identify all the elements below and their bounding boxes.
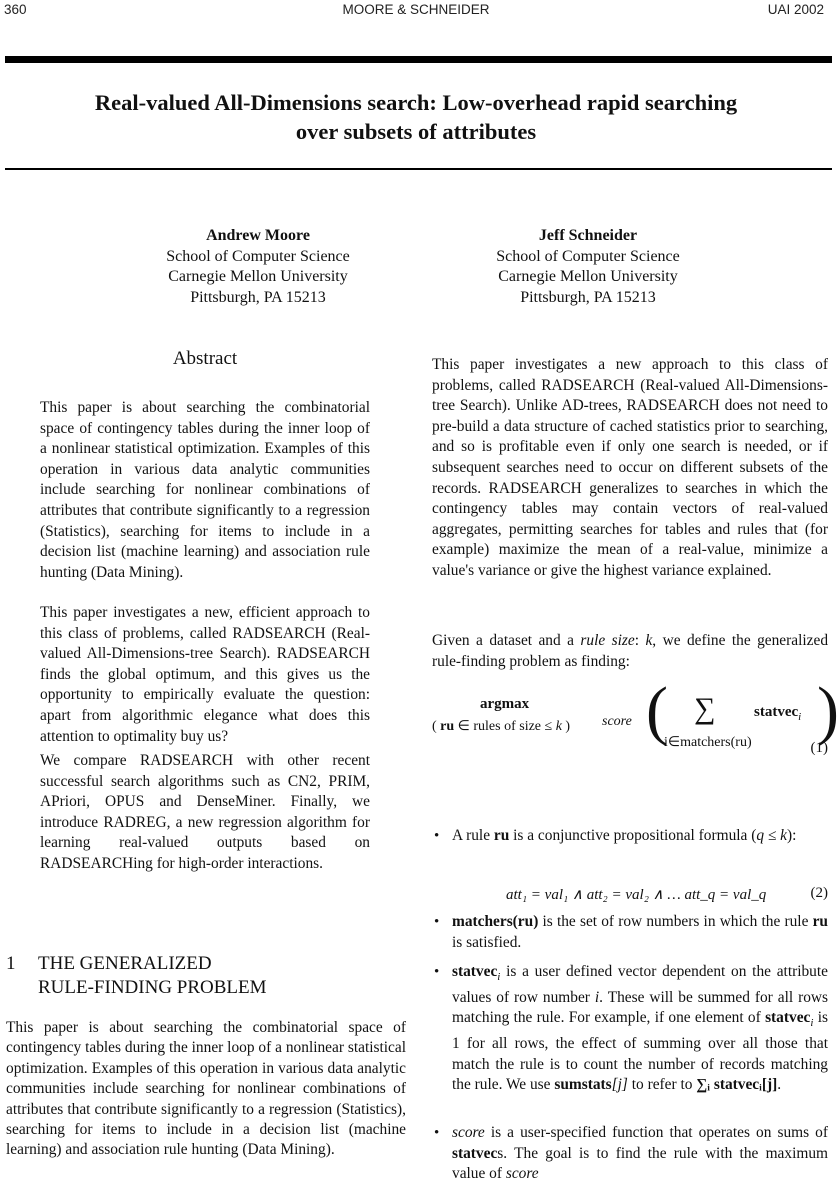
sumstats-term: sumstats	[554, 1076, 612, 1094]
k-variable: k	[555, 719, 562, 734]
title-line-1: Real-valued All-Dimensions search: Low-overhead rapid searching	[94, 90, 738, 115]
text-run: :	[634, 632, 646, 649]
text-run: is the set of row numbers in which the rule	[538, 913, 813, 930]
title-line-2: over subsets of attributes	[295, 119, 537, 144]
text-run: , we define the generalized rule-finding problem as finding:	[432, 632, 829, 670]
title-top-rule	[5, 56, 832, 63]
running-title: MOORE & SCHNEIDER	[342, 2, 490, 17]
bullet-score	[452, 1123, 828, 1185]
venue-label: UAI 2002	[767, 2, 824, 17]
statvec-term: statvec	[452, 1144, 498, 1162]
author-org: Carnegie Mellon University	[168, 268, 348, 285]
subscript: i	[810, 1017, 814, 1030]
section-title	[38, 952, 267, 1000]
argmax-operator: argmax	[480, 696, 530, 712]
text-run: ∈ rules of size ≤	[454, 719, 556, 734]
matchers-term: matchers(ru)	[452, 913, 539, 930]
abstract-heading: Abstract	[172, 348, 238, 369]
author-block-2	[440, 226, 736, 308]
abstract-paragraph-2: This paper investigates a new, efficient approach to this class of problems, called RADSEARCH (Real-valued All-Dimensions-tree Search). RADSEARCH finds the global optimum, and this gives us the opportunity to empirically evaluate the question: apart from algorithmic elegance what does this attention to optimality buy us?	[40, 604, 370, 745]
section-title-line-1: THE GENERALIZED	[38, 953, 212, 974]
author-org: Carnegie Mellon University	[498, 268, 678, 285]
score-function: score	[602, 714, 632, 729]
author-dept: School of Computer Science	[496, 247, 680, 265]
text-run: is 1 for all rows, the effect of summing over all those that match the rule is to count the number of records matching the rule. We use	[452, 1009, 828, 1094]
sum-symbol: ∑	[694, 692, 716, 725]
statvec-term: statvec	[765, 1009, 811, 1027]
text-run: A rule	[452, 827, 494, 844]
abstract-paragraph-3: We compare RADSEARCH with other recent successful search algorithms such as CN2, PRIM, APriori, OPUS and DenseMiner. Finally, we introduce RADREG, a new regression algorithm for learning real-valued outputs based on RADSEARCHing for high-order interactions.	[40, 752, 370, 872]
argmax-subscript: ( ru ∈ rules of size ≤ k )	[432, 719, 571, 734]
bullet-rule-definition	[452, 826, 828, 847]
text-run: . These will be summed for all rows matching the rule. For example, if one element of	[452, 988, 828, 1027]
section-title-line-2: RULE-FINDING PROBLEM	[38, 977, 267, 998]
j-index: [j]	[611, 1076, 628, 1094]
bullet-statvec	[452, 962, 828, 1096]
section-number: 1	[6, 953, 16, 974]
running-header	[0, 0, 832, 22]
ru-symbol: ru	[812, 913, 828, 930]
section-body: This paper is about searching the combinatorial space of contingency tables during the inner loop of a nonlinear statistical optimization. Examples of this operation in various data analytic communities include searching for nonlinear combinations of attributes that contribute significantly to a regression (Statistics), searching for items to include in a decision list (machine learning) and association rule hunting (Data Mining).	[6, 1019, 406, 1159]
k-variable: k	[645, 632, 653, 649]
statvec-term: statvec	[452, 963, 498, 980]
text-run: to refer to	[627, 1076, 697, 1094]
author-city: Pittsburgh, PA 15213	[190, 288, 326, 306]
text-run: s. The goal is to find the rule with the maximum value of	[452, 1144, 828, 1183]
author-dept: School of Computer Science	[166, 247, 350, 265]
ru-symbol: ru	[493, 827, 510, 844]
statvec-term	[754, 704, 801, 723]
text-run: is a user defined vector dependent on the attribute values of row number	[452, 963, 828, 1006]
score-term: score	[505, 1165, 539, 1183]
right-paragraph-1: This paper investigates a new approach to this class of problems, called RADSEARCH (Real-valued All-Dimensions-tree Search). Unlike AD-trees, RADSEARCH does not need to pre-build a data structure of cached statistics prior to searching, and so is profitable even if only one search is needed, or if subsequent searches need to occur on different subsets of the records. RADSEARCH generalizes to searches in which the contingency tables may contain vectors of real-valued aggregates, permitting searches for tables and rules that (for example) maximize the mean of a real-value, minimize a value's variance or give the highest variance explained.	[432, 356, 828, 579]
subscript: i	[798, 711, 802, 723]
equation-2	[432, 885, 828, 907]
text-run: is satisfied.	[452, 933, 522, 951]
title-bottom-rule	[5, 168, 832, 170]
bullet-matchers	[452, 912, 828, 953]
author-name: Jeff Schneider	[538, 227, 638, 244]
paper-title	[0, 88, 832, 146]
text-run: Given a dataset and a	[432, 632, 581, 649]
text-run: is a conjunctive propositional formula (	[509, 827, 757, 844]
text-run: statvec	[754, 704, 799, 720]
rule-size-term: rule size	[580, 632, 635, 649]
i-variable: i	[594, 988, 600, 1006]
sum-subscript: i∈matchers(ru)	[664, 735, 752, 750]
equation-number: (2)	[810, 885, 828, 901]
text-run: ):	[787, 827, 797, 844]
score-term: score	[452, 1124, 485, 1141]
equation-1	[432, 674, 839, 760]
author-name: Andrew Moore	[206, 227, 310, 244]
conjunction-formula: att₁ = val₁ ∧ att₂ = val₂ ∧ … att_q = val_q	[506, 887, 767, 903]
abstract-paragraph-1: This paper is about searching the combinatorial space of contingency tables during the inner loop of a nonlinear statistical optimization. Examples of this operation in various data analytic communities include searching for nonlinear combinations of attributes that contribute significantly to a regression (Statistics), searching for items to include in a decision list (machine learning) and association rule hunting (Data Mining).	[40, 399, 370, 581]
author-city: Pittsburgh, PA 15213	[520, 288, 656, 306]
text-run: is a user-specified function that operates on sums of	[484, 1124, 828, 1141]
author-block-1	[110, 226, 406, 308]
page-number: 360	[4, 2, 27, 17]
subscript: i	[497, 971, 501, 984]
q-condition: q ≤ k	[756, 827, 788, 844]
right-paragraph-2	[432, 631, 828, 672]
ru-symbol: ru	[440, 719, 455, 734]
text-run: .	[777, 1076, 782, 1094]
left-paren: (	[646, 674, 668, 747]
equation-number: (1)	[810, 740, 828, 756]
sum-expression: ∑ᵢ statvecᵢ[j]	[696, 1076, 778, 1094]
right-paren: )	[817, 674, 839, 747]
